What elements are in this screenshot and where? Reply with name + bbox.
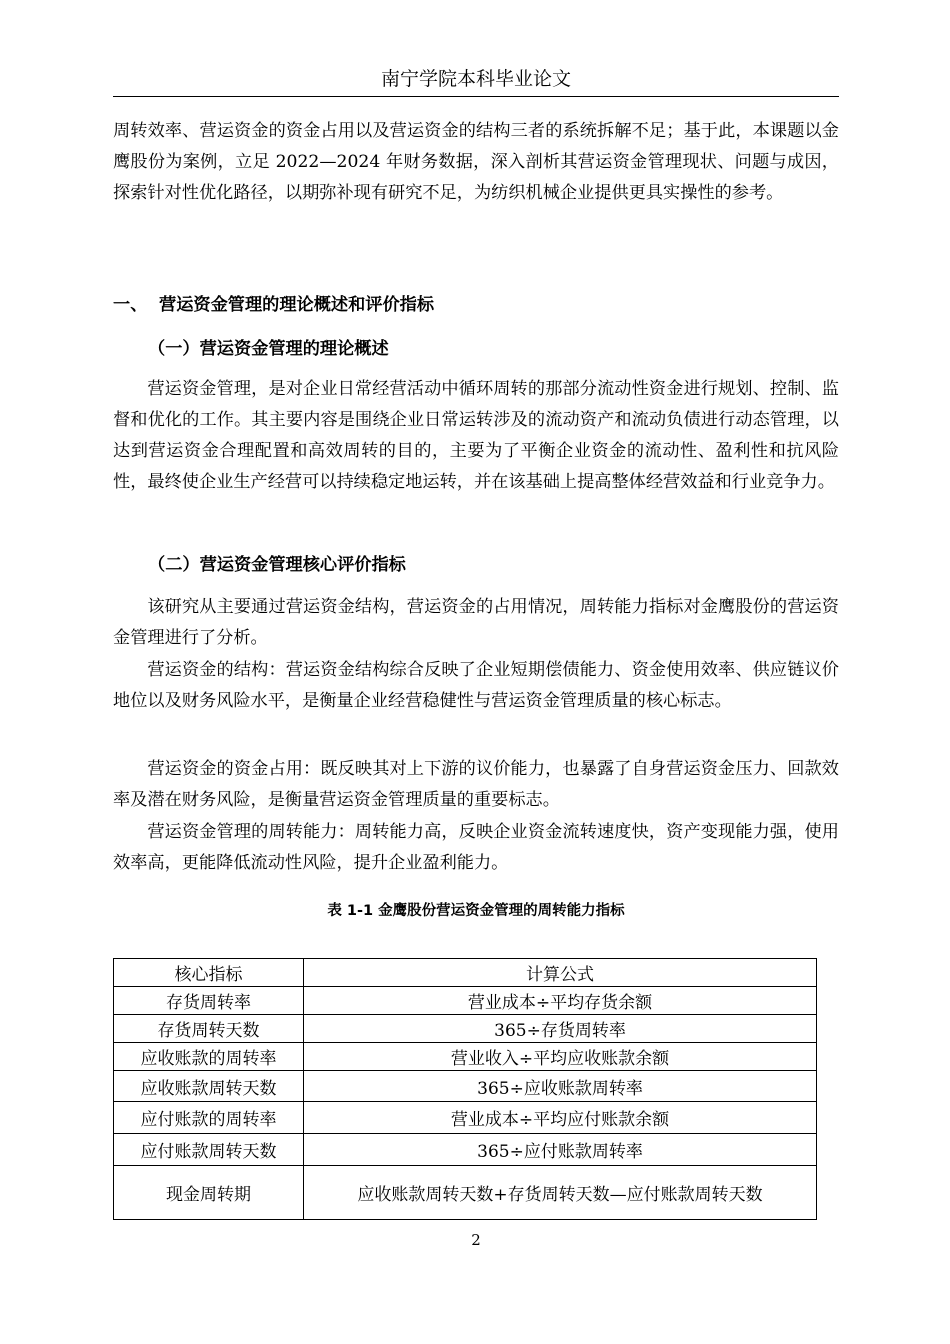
section-heading [113, 290, 434, 320]
page-header-title: 南宁学院本科毕业论文 [380, 68, 571, 90]
page-number: 2 [471, 1231, 481, 1249]
table-cell-indicator: 应付账款的周转率 [114, 1102, 304, 1134]
table-cell-formula: 应收账款周转天数+存货周转天数—应付账款周转天数 [304, 1166, 817, 1220]
section-title: 营运资金管理的理论概述和评价指标 [159, 295, 435, 315]
turnover-indicator-table [113, 958, 817, 1220]
table-row [114, 1102, 817, 1134]
table-row [114, 1071, 817, 1102]
table-cell-formula: 365÷应付账款周转率 [304, 1134, 817, 1166]
table-header-indicator: 核心指标 [114, 959, 304, 987]
table-row [114, 1015, 817, 1043]
table-cell-indicator: 应收账款周转天数 [114, 1071, 304, 1102]
table-cell-indicator: 存货周转天数 [114, 1015, 304, 1043]
table-row [114, 1166, 817, 1220]
intro-paragraph: 周转效率、营运资金的资金占用以及营运资金的结构三者的系统拆解不足；基于此，本课题以金鹰股份为案例，立足 2022—2024 年财务数据，深入剖析其营运资金管理现状、问题与成因，探索针对性优化路径，以期弥补现有研究不足，为纺织机械企业提供更具实操性的参考。 [113, 121, 839, 203]
subsection-heading-1: （一）营运资金管理的理论概述 [148, 339, 389, 359]
table-cell-formula: 365÷应收账款周转率 [304, 1071, 817, 1102]
table-row [114, 1043, 817, 1071]
table-caption: 表 1-1 金鹰股份营运资金管理的周转能力指标 [327, 903, 625, 919]
table-cell-formula: 营业收入÷平均应收账款余额 [304, 1043, 817, 1071]
table-header-formula: 计算公式 [304, 959, 817, 987]
table-cell-indicator: 应付账款周转天数 [114, 1134, 304, 1166]
structure-paragraph: 营运资金的结构：营运资金结构综合反映了企业短期偿债能力、资金使用效率、供应链议价地位以及财务风险水平，是衡量企业经营稳健性与营运资金管理质量的核心标志。 [113, 660, 839, 711]
table-cell-formula: 365÷存货周转率 [304, 1015, 817, 1043]
section-number: 一、 [113, 295, 148, 315]
table-row [114, 1134, 817, 1166]
table-row [114, 987, 817, 1015]
table-cell-indicator: 存货周转率 [114, 987, 304, 1015]
table-header-row [114, 959, 817, 987]
subsection-heading-2: （二）营运资金管理核心评价指标 [148, 555, 406, 575]
occupation-paragraph: 营运资金的资金占用：既反映其对上下游的议价能力，也暴露了自身营运资金压力、回款效率及潜在财务风险，是衡量营运资金管理质量的重要标志。 [113, 759, 839, 810]
turnover-paragraph: 营运资金管理的周转能力：周转能力高，反映企业资金流转速度快，资产变现能力强，使用效率高，更能降低流动性风险，提升企业盈利能力。 [113, 822, 839, 873]
theory-paragraph: 营运资金管理，是对企业日常经营活动中循环周转的那部分流动性资金进行规划、控制、监督和优化的工作。其主要内容是围绕企业日常运转涉及的流动资产和流动负债进行动态管理，以达到营运资金合理配置和高效周转的目的，主要为了平衡企业资金的流动性、盈利性和抗风险性，最终使企业生产经营可以持续稳定地运转，并在该基础上提高整体经营效益和行业竞争力。 [113, 379, 839, 492]
table-cell-indicator: 现金周转期 [114, 1166, 304, 1220]
table-cell-formula: 营业成本÷平均应付账款余额 [304, 1102, 817, 1134]
table-cell-indicator: 应收账款的周转率 [114, 1043, 304, 1071]
research-paragraph: 该研究从主要通过营运资金结构，营运资金的占用情况，周转能力指标对金鹰股份的营运资金管理进行了分析。 [113, 597, 839, 648]
table-cell-formula: 营业成本÷平均存货余额 [304, 987, 817, 1015]
header-divider [113, 96, 839, 97]
